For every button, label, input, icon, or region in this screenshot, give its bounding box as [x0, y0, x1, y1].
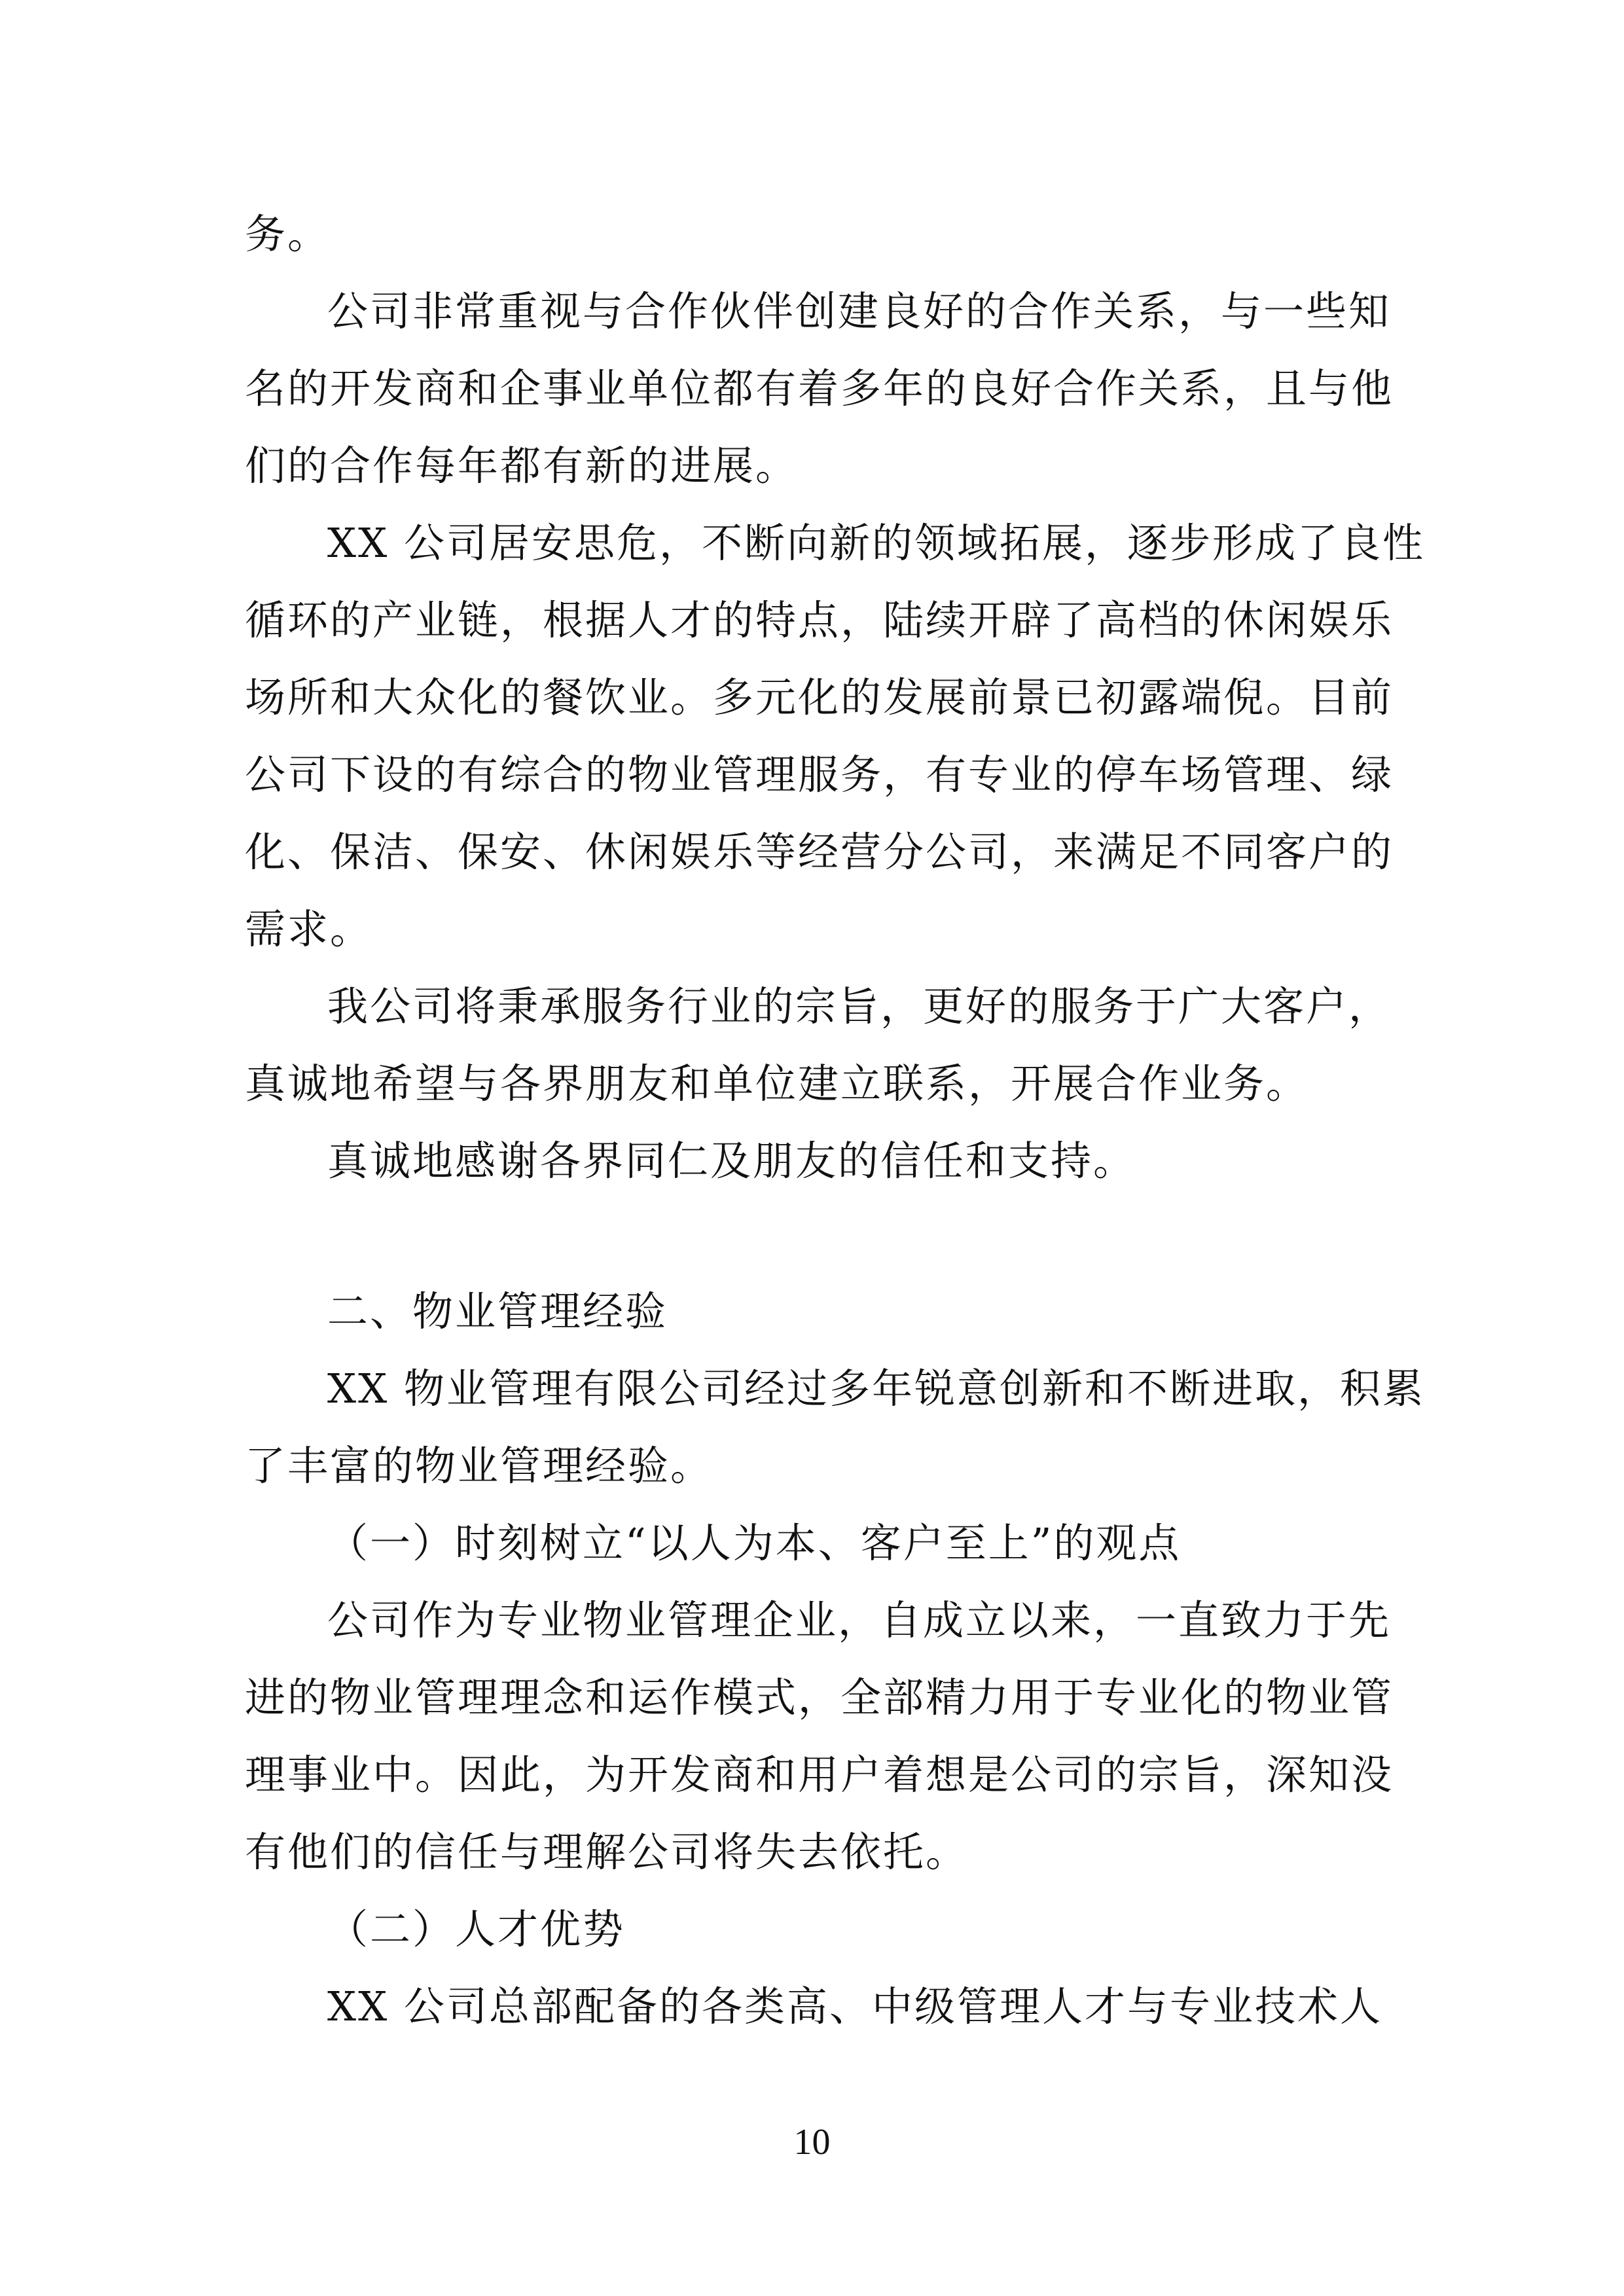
section-heading: 二、物业管理经验 — [327, 1287, 668, 1335]
text-line: 务。 — [245, 210, 331, 258]
text-line: 我公司将秉承服务行业的宗旨，更好的服务于广大客户， — [327, 982, 1392, 1030]
page-number: 10 — [793, 2122, 831, 2162]
subsection-heading: （一）时刻树立“以人为本、客户至上”的观点 — [327, 1519, 1182, 1567]
text-line: XX 公司居安思危，不断向新的领域拓展，逐步形成了良性 — [327, 519, 1425, 567]
text-line: 场所和大众化的餐饮业。多元化的发展前景已初露端倪。目前 — [245, 673, 1394, 721]
text-line: 化、保洁、保安、休闲娱乐等经营分公司，来满足不同客户的 — [245, 828, 1394, 876]
text-line: 公司非常重视与合作伙伴创建良好的合作关系，与一些知 — [327, 287, 1392, 335]
text-line: 公司下设的有综合的物业管理服务，有专业的停车场管理、绿 — [245, 751, 1394, 798]
text-line: XX 公司总部配备的各类高、中级管理人才与专业技术人 — [327, 1982, 1382, 2030]
text-line: 真诚地希望与各界朋友和单位建立联系，开展合作业务。 — [245, 1060, 1309, 1107]
text-line: 名的开发商和企事业单位都有着多年的良好合作关系，且与他 — [245, 365, 1394, 412]
text-line: 进的物业管理理念和运作模式，全部精力用于专业化的物业管 — [245, 1674, 1394, 1721]
subsection-heading: （二）人才优势 — [327, 1905, 626, 1953]
text-line: 循环的产业链，根据人才的特点，陆续开辟了高档的休闲娱乐 — [245, 596, 1394, 644]
text-line: 公司作为专业物业管理企业，自成立以来，一直致力于先 — [327, 1596, 1392, 1644]
text-line: 理事业中。因此，为开发商和用户着想是公司的宗旨，深知没 — [245, 1751, 1394, 1799]
text-line: 需求。 — [245, 905, 373, 953]
text-line: 真诚地感谢各界同仁及朋友的信任和支持。 — [327, 1137, 1136, 1185]
text-line: 有他们的信任与理解公司将失去依托。 — [245, 1828, 969, 1876]
text-line: 了丰富的物业管理经验。 — [245, 1442, 713, 1490]
text-line: 们的合作每年都有新的进展。 — [245, 442, 799, 490]
text-line: XX 物业管理有限公司经过多年锐意创新和不断进取，积累 — [327, 1365, 1425, 1412]
